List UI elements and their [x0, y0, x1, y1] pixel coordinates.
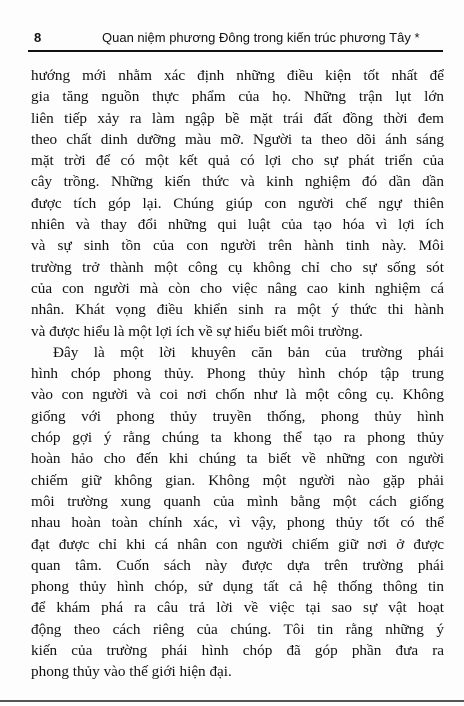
paragraph-first-line: Đây là một lời khuyên căn bản của trường phái [53, 343, 444, 361]
running-title: Quan niệm phương Đông trong kiến trúc phương Tây * [102, 30, 420, 45]
bottom-rule [0, 700, 464, 702]
text-line: mặt trời để có một kết quả có lợi cho sự phát triển của [31, 152, 444, 170]
text-line: chiếm giữ không gian. Không một người nào gặp phải [31, 471, 444, 489]
text-line: quan tâm. Cuốn sách này được dựa trên trường phái [31, 556, 444, 574]
text-line: nhiên và thay đổi những qui luật của tạo hóa vì lợi ích [31, 216, 444, 234]
text-line: để khám phá ra câu trả lời về việc tại sao sự vật hoạt [31, 599, 444, 617]
text-line: hướng mới nhằm xác định những điều kiện tốt nhất để [31, 67, 444, 84]
text-line: nhân. Khát vọng điều khiển sinh ra một ý thức thi hành [31, 301, 444, 319]
text-line: theo chất dinh dưỡng màu mỡ. Người ta theo dõi ánh sáng [31, 130, 444, 148]
body-text [31, 65, 444, 683]
text-line: giống với phong thủy truyền thống, phong thủy hình [31, 407, 444, 425]
text-line: trường trở thành một công cụ không chỉ cho sự sống sót [31, 258, 444, 276]
text-line: vào con người và coi nơi chốn như là một công cụ. Không [31, 386, 444, 404]
text-line: hoàn hảo cho đến khi chúng ta biết về những con người [31, 450, 444, 468]
text-line: môi trường xung quanh của mình bằng một cách giống [31, 492, 444, 510]
text-line: động theo cách riêng của chúng. Tôi tin rằng những ý [31, 620, 444, 638]
text-line: đạt được chỉ khi cá nhân con người chiếm giữ nơi ở được [31, 535, 444, 553]
text-line: gia tăng nguồn thực phẩm của họ. Những trận lụt lớn [31, 88, 444, 106]
text-line: cây trồng. Những kiến thức và kinh nghiệm đó dần dần [31, 173, 444, 191]
text-line: của con người mà còn cho việc nâng cao kinh nghiệm cá [31, 279, 444, 297]
text-line: chóp gợi ý rằng chúng ta khong thể tạo ra phong thủy [31, 429, 444, 447]
text-line: hình chóp phong thủy. Phong thủy hình chóp tập trung [31, 365, 444, 383]
paragraph-last-line: phong thủy vào thế giới hiện đại. [31, 663, 232, 681]
page-number: 8 [34, 30, 42, 45]
text-line: nhau hoàn toàn chính xác, vì vậy, phong thủy tốt có thể [31, 514, 444, 532]
text-line: liên tiếp xảy ra làm ngập bề mặt trái đất đồng thời đem [31, 109, 444, 127]
text-line: và sự sinh tồn của con người trên hành tinh này. Môi [31, 237, 444, 255]
text-line: được tích góp lại. Chúng giúp con người chế ngự thiên [31, 194, 444, 212]
running-header [28, 28, 443, 52]
text-line: phong thủy hình chóp, sử dụng tất cả hệ thống thông tin [31, 578, 444, 596]
paragraph-last-line: và được hiểu là một lợi ích về sự hiểu biết môi trường. [31, 322, 363, 340]
text-line: kiến của trường phái hình chóp đã góp phần đưa ra [31, 642, 444, 660]
